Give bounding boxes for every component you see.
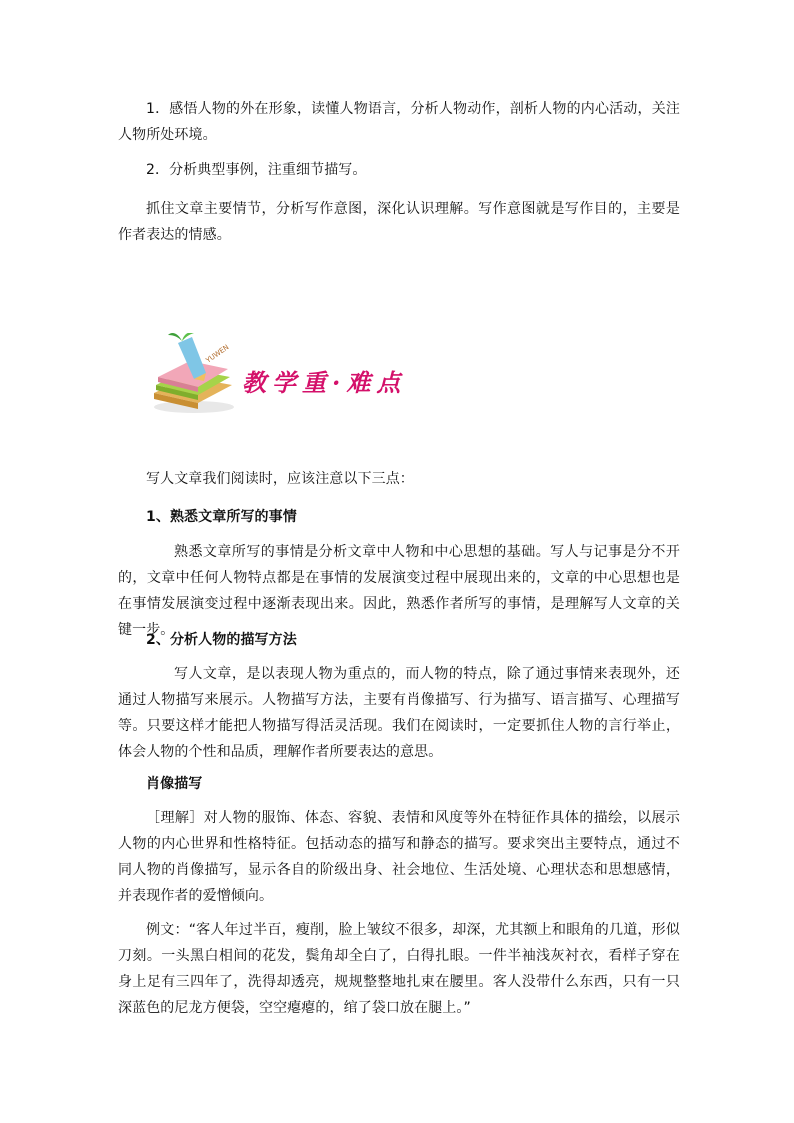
banner-title: 教学重·难点 bbox=[242, 368, 407, 397]
book-stack-icon bbox=[148, 333, 240, 415]
book-label: YUWEN bbox=[204, 343, 231, 365]
paragraph-4: 例文：“客人年过半百，瘦削，脸上皱纹不很多，却深，尤其额上和眼角的几道，形似刀刻。一头黑白相间的花发，鬓角却全白了，白得扎眼。一件半袖浅灰衬衣，看样子穿在身上足有三四年了，洗得却透亮，规规整整地扎束在腰里。客人没带什么东西，只有一只深蓝色的尼龙方便袋，空空瘪瘪的，绾了袋口放在腿上。” bbox=[118, 922, 680, 1016]
paragraph-3: ［理解］对人物的服饰、体态、容貌、表情和风度等外在特征作具体的描绘，以展示人物的内心世界和性格特征。包括动态的描写和静态的描写。要求突出主要特点，通过不同人物的肖像描写，显示各自的阶级出身、社会地位、生活处境、心理状态和思想感情，并表现作者的爱憎倾向。 bbox=[118, 810, 680, 904]
intro-item-1: 1．感悟人物的外在形象，读懂人物语言，分析人物动作，剖析人物的内心活动，关注人物所处环境。 bbox=[118, 101, 680, 143]
heading-3: 肖像描写 bbox=[146, 776, 203, 792]
heading-2: 2、分析人物的描写方法 bbox=[146, 632, 297, 648]
intro-item-2: 2．分析典型事例，注重细节描写。 bbox=[146, 162, 367, 178]
paragraph-1: 熟悉文章所写的事情是分析文章中人物和中心思想的基础。写人与记事是分不开的，文章中任何人物特点都是在事情的发展演变过程中展现出来的，文章的中心思想也是在事情发展演变过程中逐渐表现出来。因此，熟悉作者所写的事情，是理解写人文章的关键一步。 bbox=[118, 544, 680, 638]
lead-text: 写人文章我们阅读时，应该注意以下三点： bbox=[146, 471, 414, 487]
heading-1: 1、熟悉文章所写的事情 bbox=[146, 509, 297, 525]
section-banner bbox=[148, 333, 428, 415]
intro-paragraph: 抓住文章主要情节，分析写作意图，深化认识理解。写作意图就是写作目的，主要是作者表达的情感。 bbox=[118, 201, 680, 243]
paragraph-2: 写人文章，是以表现人物为重点的，而人物的特点，除了通过事情来表现外，还通过人物描写来展示。人物描写方法，主要有肖像描写、行为描写、语言描写、心理描写等。只要这样才能把人物描写得活灵活现。我们在阅读时，一定要抓住人物的言行举止，体会人物的个性和品质，理解作者所要表达的意思。 bbox=[118, 666, 680, 760]
